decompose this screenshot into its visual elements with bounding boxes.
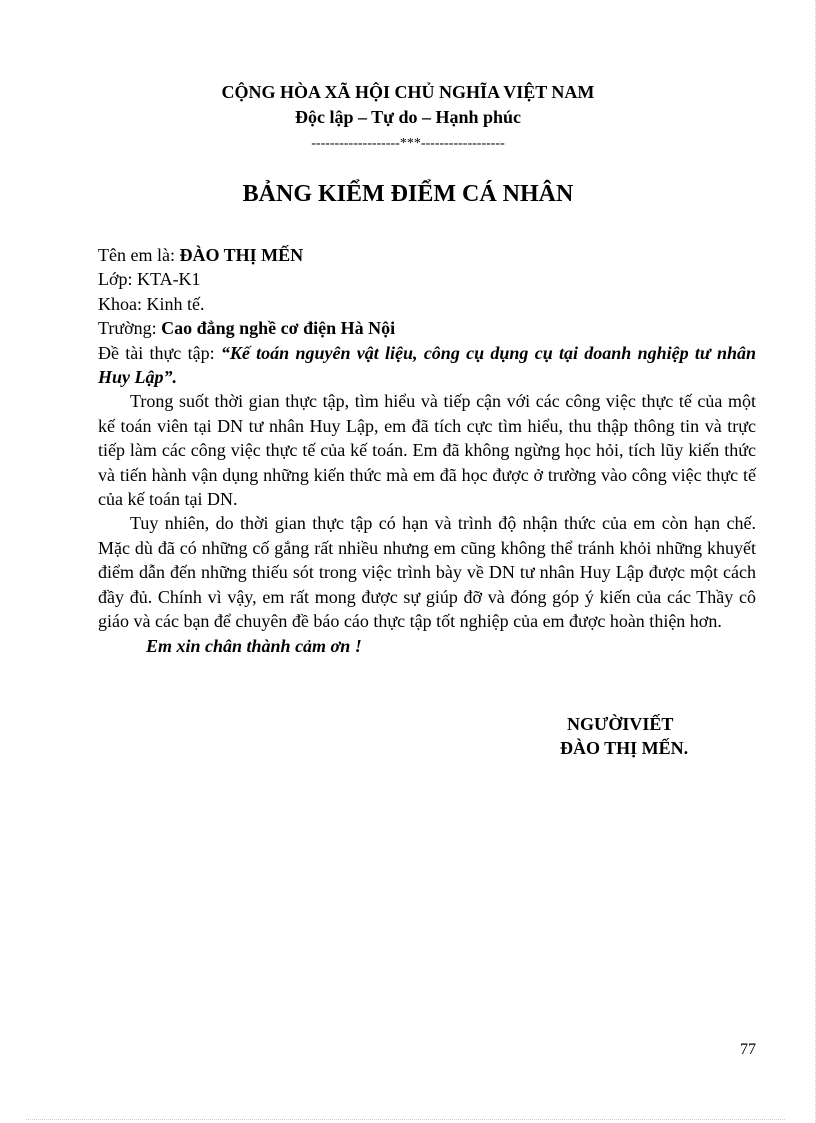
class-line: Lớp: KTA-K1 (98, 269, 201, 290)
signature-name: ĐÀO THỊ MẾN. (560, 738, 689, 758)
topic-label: Đề tài thực tập: (98, 342, 221, 363)
separator: -------------------***------------------ (311, 136, 505, 151)
school-line (98, 316, 756, 340)
school-label: Trường: (98, 318, 162, 339)
school-value: Cao đẳng nghề cơ điện Hà Nội (161, 318, 396, 339)
info-block (98, 243, 756, 658)
signature-role: NGƯỜIVIẾT (567, 714, 674, 734)
topic-line (98, 341, 756, 390)
name-line (98, 243, 756, 267)
bottom-divider (26, 1119, 785, 1120)
national-title: CỘNG HÒA XÃ HỘI CHỦ NGHĨA VIỆT NAM (221, 82, 595, 102)
thanks-line: Em xin chân thành cảm ơn ! (146, 635, 362, 656)
faculty-line: Khoa: Kinh tế. (98, 293, 205, 314)
document-title: BẢNG KIỂM ĐIỂM CÁ NHÂN (242, 181, 574, 207)
paragraph-1: Trong suốt thời gian thực tập, tìm hiểu và tiếp cận với các công việc thực tế của một kế toán viên tại DN tư nhân Huy Lập, em đã tích cực tìm hiểu, thu thập thông tin và trực tiếp làm các công việc thực tế của kế toán. Em đã không ngừng học hỏi, tích lũy kiến thức và tiến hành vận dụng những kiến thức mà em đã học được ở trường vào công việc thực tế của kế toán tại DN. (98, 391, 756, 510)
name-label: Tên em là: (98, 245, 180, 265)
topic-value: “Kế toán nguyên vật liệu, công cụ dụng cụ tại doanh nghiệp tư nhân Huy Lập”. (98, 342, 756, 388)
page-number: 77 (740, 1041, 756, 1058)
name-value: ĐÀO THỊ MẾN (179, 245, 304, 265)
paragraph-2: Tuy nhiên, do thời gian thực tập có hạn và trình độ nhận thức của em còn hạn chế. Mặc dù đã có những cố gắng rất nhiều nhưng em cũng không thể tránh khỏi những khuyết điểm dẫn đến những thiếu sót trong việc trình bày về DN tư nhân Huy Lập được một cách đầy đủ. Chính vì vậy, em rất mong được sự giúp đỡ và đóng góp ý kiến của các Thầy cô giáo và các bạn để chuyên đề báo cáo thực tập tốt nghiệp của em được hoàn thiện hơn. (98, 513, 756, 632)
motto: Độc lập – Tự do – Hạnh phúc (294, 107, 522, 127)
